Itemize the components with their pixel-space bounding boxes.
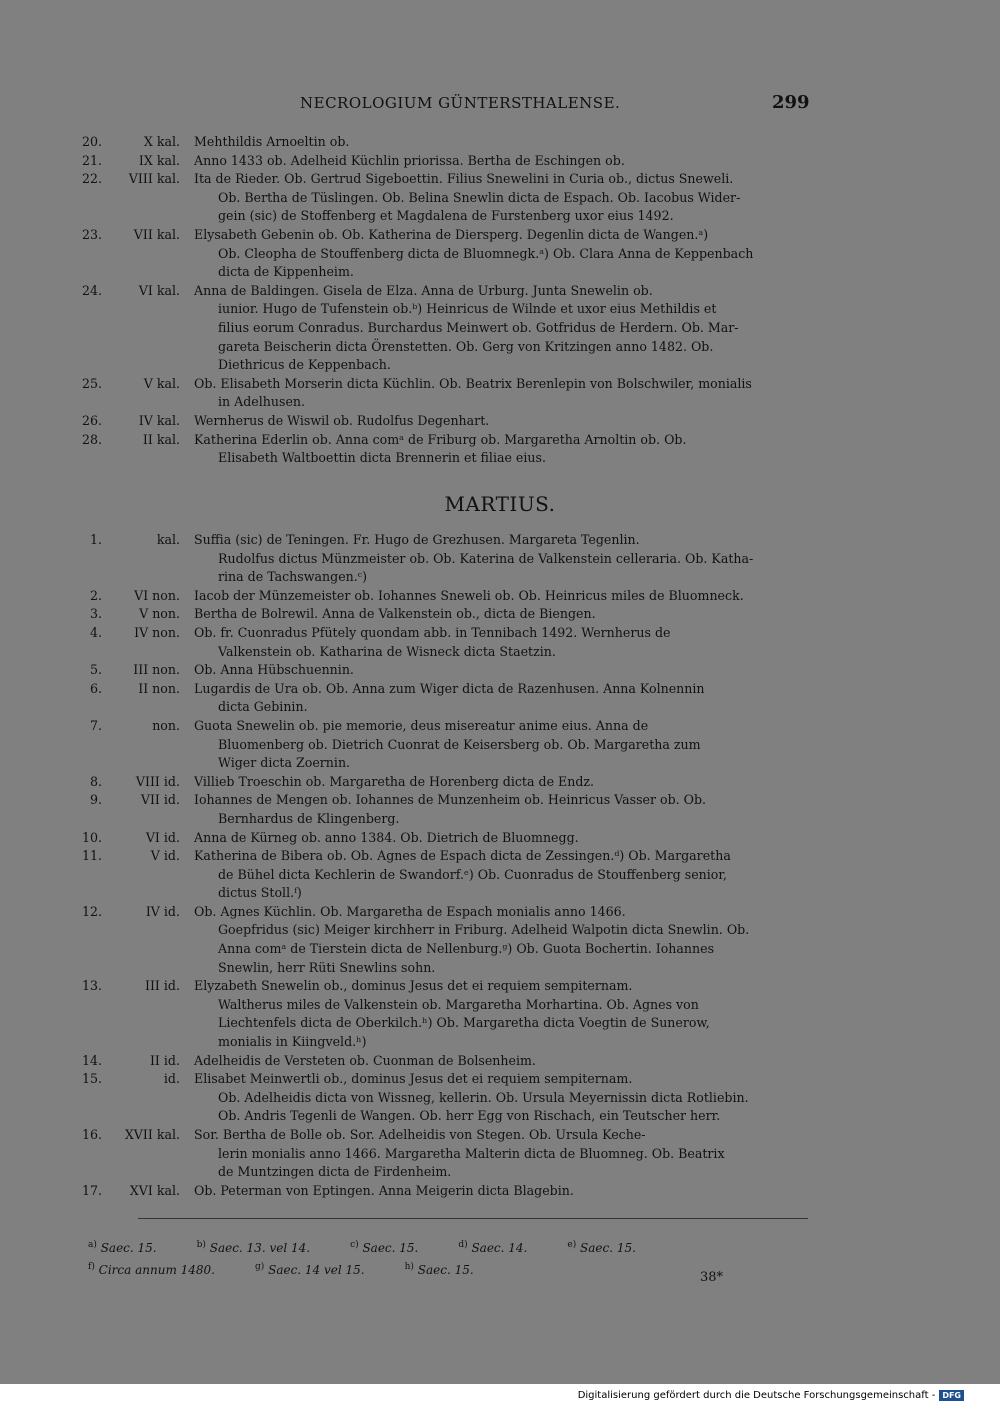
footnote-text: Saec. 15. [413, 1263, 474, 1277]
entry-line: Elisabet Meinwertli ob., dominus Jesus det ei requiem sempiternam. [194, 1071, 633, 1087]
entry-line: gein (sic) de Stoffenberg et Magdalena de Furstenberg uxor eius 1492. [218, 208, 674, 224]
entry-line: iunior. Hugo de Tufenstein ob.ᵇ) Heinricus de Wilnde et uxor eius Methildis et [218, 301, 717, 317]
entry-text [194, 152, 808, 171]
entry-line: Bertha de Bolrewil. Anna de Valkenstein ob., dicta de Biengen. [194, 606, 596, 622]
entry-text [194, 226, 808, 282]
entry-line: Wiger dicta Zoernin. [218, 755, 351, 771]
footnote-mark: h) [404, 1262, 414, 1272]
entry-line: dicta de Kippenheim. [218, 264, 354, 280]
entry-number: 16. [81, 1127, 102, 1142]
entry-line: Elyzabeth Snewelin ob., dominus Jesus det ei requiem sempiternam. [194, 978, 633, 994]
entry-line: dicta Gebinin. [218, 699, 308, 715]
entry-number: 24. [81, 282, 102, 298]
entry-number: 12. [81, 903, 102, 919]
entry-text [194, 587, 808, 606]
footnote [567, 1236, 636, 1258]
footnote-mark: f) [88, 1262, 95, 1272]
entry-line: Ob. Adelheidis dicta von Wissneg, kellerin. Ob. Ursula Meyernissin dicta Rotliebin. [218, 1089, 749, 1105]
footnote-mark: c) [350, 1240, 359, 1250]
entry-line: Elysabeth Gebenin ob. Ob. Katherina de Diersperg. Degenlin dicta de Wangen.ᵃ) [194, 226, 709, 242]
entry-date: V non. [139, 606, 180, 622]
entry-text [194, 903, 808, 977]
entry-number: 11. [81, 848, 102, 864]
entry-number: 28. [81, 431, 102, 447]
entry-text [194, 1182, 808, 1201]
footnote [255, 1258, 365, 1280]
entry-line: Anna de Baldingen. Gisela de Elza. Anna de Urburg. Junta Snewelin ob. [194, 282, 653, 298]
entry-line: Elisabeth Waltboettin dicta Brennerin et filiae eius. [218, 450, 546, 466]
entry-text [194, 624, 808, 661]
entry-number: 15. [81, 1071, 102, 1087]
footnote-text: Saec. 15. [96, 1241, 157, 1255]
entry-line: Lugardis de Ura ob. Ob. Anna zum Wiger dicta de Razenhusen. Anna Kolnennin [194, 680, 705, 696]
necrology-entry [0, 717, 1000, 773]
necrology-entry [0, 1126, 1000, 1182]
entry-date: V kal. [143, 375, 180, 391]
entry-date: kal. [156, 532, 180, 547]
footnote-text: Saec. 13. vel 14. [205, 1241, 311, 1255]
entry-number: 20. [81, 134, 102, 149]
necrology-entry [0, 431, 1000, 468]
page-header [0, 94, 1000, 116]
page-number: 299 [772, 92, 810, 113]
footnote-mark: a) [88, 1240, 97, 1250]
necrology-entry [0, 133, 1000, 152]
entry-text [194, 977, 808, 1051]
necrology-entry [0, 661, 1000, 680]
entry-date: IV id. [145, 903, 180, 919]
entry-number: 13. [81, 978, 102, 994]
necrology-entry [0, 903, 1000, 977]
entry-date: II kal. [142, 431, 180, 447]
necrology-entry [0, 375, 1000, 412]
entry-line: Katherina Ederlin ob. Anna comᵃ de Friburg ob. Margaretha Arnoltin ob. Ob. [194, 431, 687, 447]
entry-number: 14. [81, 1052, 102, 1068]
necrology-entry [0, 1070, 1000, 1126]
necrology-entry [0, 1182, 1000, 1201]
entry-text [194, 170, 808, 226]
necrology-entry [0, 170, 1000, 226]
entry-text [194, 773, 808, 792]
entry-text [194, 829, 808, 848]
entry-date: VI non. [134, 587, 180, 603]
entry-number: 8. [89, 773, 102, 789]
entry-line: Iohannes de Mengen ob. Iohannes de Munzenheim ob. Heinricus Vasser ob. Ob. [194, 792, 707, 808]
entry-date: VI kal. [138, 282, 180, 298]
entry-line: Iacob der Münzemeister ob. Iohannes Sneweli ob. Ob. Heinricus miles de Bluomneck. [194, 587, 744, 603]
footnote [458, 1236, 527, 1258]
entry-date: IV kal. [138, 412, 180, 428]
entry-line: Ita de Rieder. Ob. Gertrud Sigeboettin. Filius Snewelini in Curia ob., dictus Sneweli. [194, 171, 734, 187]
credit-text: Digitalisierung gefördert durch die Deutsche Forschungsgemeinschaft - [577, 1390, 936, 1401]
entry-date: II non. [138, 680, 180, 696]
entry-date: VIII id. [135, 773, 180, 789]
entry-date: VII kal. [133, 226, 180, 242]
entry-date: V id. [150, 848, 180, 864]
necrology-entry [0, 977, 1000, 1051]
necrology-entry [0, 624, 1000, 661]
entry-number: 5. [89, 662, 102, 678]
entry-line: Sor. Bertha de Bolle ob. Sor. Adelheidis von Stegen. Ob. Ursula Keche- [194, 1127, 646, 1142]
entry-number: 17. [81, 1182, 102, 1198]
entry-line: lerin monialis anno 1466. Margaretha Malterin dicta de Bluomneg. Ob. Beatrix [218, 1145, 725, 1161]
entry-date: IV non. [134, 624, 180, 640]
necrology-entry [0, 282, 1000, 375]
footnote-mark: d) [458, 1240, 468, 1250]
entry-line: filius eorum Conradus. Burchardus Meinwert ob. Gotfridus de Herdern. Ob. Mar- [218, 319, 739, 335]
entry-date: VIII kal. [128, 171, 180, 187]
entry-number: 7. [89, 717, 102, 733]
entry-date: XVI kal. [129, 1182, 180, 1198]
entry-number: 3. [89, 606, 102, 622]
entry-number: 26. [81, 412, 102, 428]
entry-line: de Bühel dicta Kechlerin de Swandorf.ᵉ) Ob. Cuonradus de Stouffenberg senior, [218, 866, 728, 882]
entry-number: 9. [89, 792, 102, 808]
entry-line: in Adelhusen. [218, 394, 306, 410]
entry-date: II id. [149, 1052, 180, 1068]
entry-line: gareta Beischerin dicta Örenstetten. Ob. Gerg von Kritzingen anno 1482. Ob. [218, 338, 714, 354]
entry-line: Bernhardus de Klingenberg. [218, 810, 400, 826]
entry-text [194, 847, 808, 903]
entry-text [194, 791, 808, 828]
entry-text [194, 412, 808, 431]
entry-date: non. [152, 717, 180, 733]
necrology-entry [0, 412, 1000, 431]
entry-number: 1. [89, 532, 102, 547]
entry-text [194, 282, 808, 375]
entry-date: IX kal. [138, 152, 180, 168]
necrology-entry [0, 152, 1000, 171]
footnote [405, 1258, 474, 1280]
entry-text [194, 680, 808, 717]
entry-line: Mehthildis Arnoeltin ob. [194, 134, 350, 149]
digitization-credit [578, 1390, 964, 1401]
entry-date: id. [163, 1071, 180, 1087]
entry-date: X kal. [143, 134, 180, 149]
running-title: NECROLOGIUM GÜNTERSTHALENSE. [300, 94, 621, 112]
entry-line: Diethricus de Keppenbach. [218, 357, 391, 373]
footnote [88, 1258, 215, 1280]
entry-number: 6. [89, 680, 102, 696]
entry-number: 22. [81, 171, 102, 187]
entry-number: 25. [81, 375, 102, 391]
march-entries [0, 531, 1000, 1200]
entry-text [194, 531, 808, 587]
footnote-mark: g) [255, 1262, 265, 1272]
entry-text [194, 431, 808, 468]
footnote-text: Saec. 14 vel 15. [264, 1263, 365, 1277]
entry-line: Anna comᵃ de Tierstein dicta de Nellenburg.ᵍ) Ob. Guota Bochertin. Iohannes [218, 941, 715, 957]
entry-line: rina de Tachswangen.ᶜ) [218, 569, 368, 585]
necrology-entry [0, 587, 1000, 606]
entry-date: III id. [144, 978, 180, 994]
entry-text [194, 1126, 808, 1182]
footnote [88, 1236, 157, 1258]
footnote-mark: e) [567, 1240, 577, 1250]
entry-number: 23. [81, 226, 102, 242]
entry-text [194, 375, 808, 412]
entry-line: Adelheidis de Versteten ob. Cuonman de Bolsenheim. [194, 1052, 536, 1068]
entry-line: Goepfridus (sic) Meiger kirchherr in Friburg. Adelheid Walpotin dicta Snewlin. Ob. [218, 922, 750, 938]
necrology-entry [0, 773, 1000, 792]
entry-line: monialis in Kiingveld.ʰ) [218, 1034, 367, 1050]
entry-line: Guota Snewelin ob. pie memorie, deus misereatur anime eius. Anna de [194, 717, 649, 733]
footnote-text: Saec. 14. [467, 1241, 528, 1255]
footnote-mark: b) [196, 1240, 206, 1250]
entry-line: Ob. fr. Cuonradus Pfütely quondam abb. in Tennibach 1492. Wernherus de [194, 624, 671, 640]
entry-line: Ob. Peterman von Eptingen. Anna Meigerin dicta Blagebin. [194, 1182, 574, 1198]
entry-number: 21. [81, 152, 102, 168]
entry-line: Rudolfus dictus Münzmeister ob. Ob. Katerina de Valkenstein celleraria. Ob. Katha- [218, 550, 754, 566]
footnote-text: Saec. 15. [576, 1241, 636, 1255]
entry-line: dictus Stoll.ᶠ) [218, 885, 302, 901]
entry-number: 4. [89, 624, 102, 640]
entry-text [194, 661, 808, 680]
entry-line: Bluomenberg ob. Dietrich Cuonrat de Keisersberg ob. Ob. Margaretha zum [218, 736, 701, 752]
february-entries [0, 133, 1000, 468]
entry-line: Ob. Elisabeth Morserin dicta Küchlin. Ob. Beatrix Berenlepin von Bolschwiler, monialis [194, 375, 752, 391]
necrology-entry [0, 531, 1000, 587]
entry-line: Katherina de Bibera ob. Ob. Agnes de Espach dicta de Zessingen.ᵈ) Ob. Margaretha [194, 848, 731, 864]
entry-text [194, 605, 808, 624]
footnote-text: Saec. 15. [358, 1241, 419, 1255]
entry-line: Waltherus miles de Valkenstein ob. Margaretha Morhartina. Ob. Agnes von [218, 996, 699, 1012]
footnote-text: Circa annum 1480. [94, 1263, 215, 1277]
entry-line: Ob. Andris Tegenli de Wangen. Ob. herr Egg von Rischach, ein Teutscher herr. [218, 1108, 721, 1124]
footnote [350, 1236, 418, 1258]
entry-text [194, 717, 808, 773]
entry-line: Suffia (sic) de Teningen. Fr. Hugo de Grezhusen. Margareta Tegenlin. [194, 532, 640, 547]
entry-line: Snewlin, herr Rüti Snewlins sohn. [218, 959, 436, 975]
entry-text [194, 133, 808, 152]
footnote [197, 1236, 310, 1258]
entry-text [194, 1052, 808, 1071]
necrology-entry [0, 829, 1000, 848]
dfg-logo: DFG [939, 1390, 964, 1401]
entry-line: Ob. Cleopha de Stouffenberg dicta de Bluomnegk.ᵃ) Ob. Clara Anna de Keppenbach [218, 245, 754, 261]
entry-line: Valkenstein ob. Katharina de Wisneck dicta Staetzin. [218, 643, 556, 659]
necrology-entry [0, 847, 1000, 903]
entry-line: Ob. Agnes Küchlin. Ob. Margaretha de Espach monialis anno 1466. [194, 903, 626, 919]
entry-number: 10. [81, 829, 102, 845]
entry-date: III non. [133, 662, 180, 678]
necrology-entry [0, 791, 1000, 828]
section-title: MARTIUS. [444, 492, 556, 516]
entry-date: XVII kal. [124, 1127, 180, 1142]
necrology-entry [0, 605, 1000, 624]
entry-line: Wernherus de Wiswil ob. Rudolfus Degenhart. [194, 412, 490, 428]
entry-text [194, 1070, 808, 1126]
necrology-entry [0, 680, 1000, 717]
entry-line: Anna de Kürneg ob. anno 1384. Ob. Dietrich de Bluomnegg. [194, 829, 579, 845]
necrology-entry [0, 226, 1000, 282]
necrology-entry [0, 1052, 1000, 1071]
entry-line: Anno 1433 ob. Adelheid Küchlin priorissa. Bertha de Eschingen ob. [194, 152, 625, 168]
entry-line: de Muntzingen dicta de Firdenheim. [218, 1164, 452, 1180]
entry-date: VII id. [140, 792, 180, 808]
signature-mark: 38* [700, 1270, 724, 1285]
entry-number: 2. [89, 587, 102, 603]
entry-line: Villieb Troeschin ob. Margaretha de Horenberg dicta de Endz. [194, 773, 595, 789]
entry-line: Liechtenfels dicta de Oberkilch.ʰ) Ob. Margaretha dicta Voegtin de Sunerow, [218, 1015, 710, 1031]
entry-date: VI id. [145, 829, 180, 845]
entry-line: Ob. Bertha de Tüslingen. Ob. Belina Snewlin dicta de Espach. Ob. Iacobus Wider- [218, 189, 741, 205]
entry-line: Ob. Anna Hübschuennin. [194, 662, 354, 678]
footnote-rule [138, 1218, 808, 1219]
